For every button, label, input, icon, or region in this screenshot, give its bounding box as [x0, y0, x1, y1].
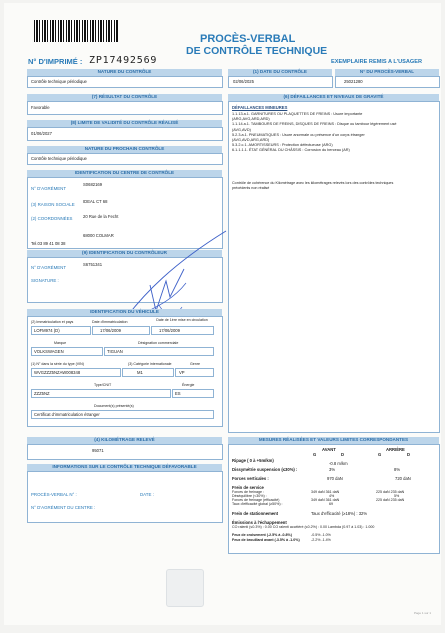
pv-number-header: N° DU PROCÈS-VERBAL — [335, 69, 439, 76]
defaillance-line: (AVG,AVD) — [232, 127, 251, 132]
defaillances-header: (6) DÉFAILLANCES ET NIVEAUX DE GRAVITÉ — [228, 94, 439, 101]
genre-label: Genre — [190, 362, 200, 366]
freinage-ar: 225 daN 235 daN — [376, 490, 405, 494]
resultat-box — [27, 101, 223, 115]
exemplaire-label: EXEMPLAIRE REMIS A L'USAGER — [331, 59, 423, 65]
dissym-label: Déséquilibre (<30%) : — [232, 494, 267, 498]
energie-value: ES — [175, 391, 181, 396]
categorie-cell — [122, 368, 174, 377]
frein-service-label: Frein de service — [232, 485, 264, 490]
defaillance-line: 5.3.2.c.1. AMORTISSEURS : Protection défectueuse (ARG) — [232, 143, 333, 148]
document-value: Certificat d'immatriculation étranger — [34, 412, 100, 417]
serie-label: (1) N° dans la série du type (VIN) — [31, 362, 84, 366]
kilometrage-value: 95071 — [92, 448, 104, 453]
ripage-value: -0.8 m/km — [329, 461, 348, 466]
categorie-label: (3) Catégorie internationale — [128, 362, 172, 366]
defaillances-title: DÉFAILLANCES MINEURES — [232, 105, 288, 110]
defaillance-line: 1.1.14.a.1. TAMBOURS DE FREINS, DISQUES DE FREINS : Disque ou tambour légèrement usé — [232, 122, 397, 127]
validite-header: (8) LIMITE DE VALIDITÉ DU CONTRÔLE RÉALISÉ — [27, 120, 222, 127]
genre-cell — [175, 368, 214, 377]
dissym-ar: 5% — [394, 494, 400, 498]
defaillances-box — [228, 101, 440, 433]
mesures-ar-g: G — [378, 452, 382, 457]
vehicule-box — [27, 316, 223, 427]
date-first-label: Date de 1ère mise en circulation — [156, 318, 208, 322]
centre-address: 20 Rue de la Fecht — [83, 214, 119, 219]
controleur-agrement: S6751341 — [83, 262, 103, 267]
mesures-box — [228, 444, 440, 554]
mesures-av-d: D — [341, 452, 345, 457]
defaillance-line: 5.2.3.a.1. PNEUMATIQUES : Usure anormale ou présence d'un corps étranger — [232, 132, 365, 137]
centre-agrement: S0682169 — [83, 182, 103, 187]
mesures-avant: AVANT — [322, 447, 336, 452]
susp-label: Dissymétrie suspension (≤30%) : — [232, 467, 298, 472]
controleur-agrement-label: N° D'AGRÉMENT — [31, 265, 67, 270]
defaillance-line: 1.1.13.a.1. GARNITURES OU PLAQUETTES DE FREINS : Usure importante — [232, 112, 363, 116]
document-cell — [31, 410, 214, 419]
kilometrage-box — [27, 444, 223, 460]
centre-raison: IDEAL CT 68 — [83, 199, 108, 204]
date-immat-label: Date d'immatriculation — [92, 320, 128, 324]
freinage-eff-ar: 225 daN 235 daN — [376, 498, 405, 502]
marque-value: VOLKSWAGEN — [34, 349, 64, 354]
mesures-header: MESURES RÉALISÉES ET VALEURS LIMITES CORRESPONDANTES — [228, 437, 439, 444]
designation-cell — [104, 347, 214, 356]
proces-verbal-page — [4, 3, 441, 625]
feux-brouillard-value: -2.2% -1.4% — [311, 538, 331, 542]
defaillance-line: 6.1.1.1.1. ÉTAT GÉNÉRAL DU CHÂSSIS : Corrosion du berceau (AR) — [232, 148, 350, 153]
dissym-av: 4% — [329, 494, 335, 498]
freinage-label: Forces de freinage : — [232, 490, 264, 494]
kilometrage-header: (4) KILOMÉTRAGE RELEVÉ — [27, 437, 222, 444]
freinage-eff-av: 349 daN 361 daN — [311, 498, 340, 502]
forces-av: 970 daN — [327, 476, 343, 481]
defavorable-pv-label: PROCÈS-VERBAL N° : — [31, 492, 77, 497]
feux-croisement-label: Feux de croisement (-2.5% à -0.8%) — [232, 533, 292, 537]
nature-header: NATURE DU CONTRÔLE — [27, 69, 222, 76]
stationnement-label: Frein de stationnement — [232, 511, 279, 516]
forces-ar: 720 daN — [395, 476, 411, 481]
designation-value: TIGUAN — [107, 349, 123, 354]
prochain-box — [27, 153, 223, 165]
categorie-value: M1 — [137, 370, 143, 375]
centre-city: 68000 COLMAR — [83, 233, 114, 238]
immat-label: (2) Immatriculation et pays — [31, 320, 74, 324]
type-value: ZZZ5NZ — [34, 391, 50, 396]
stationnement-value: Taux d'efficacité (≥18%) : 32% — [311, 511, 368, 516]
date-controle-header: (1) DATE DU CONTRÔLE — [228, 69, 332, 76]
validite-box — [27, 127, 223, 141]
feux-croisement-value: -0.5% -1.0% — [311, 533, 331, 537]
centre-agrement-label: N° D'AGRÉMENT — [31, 186, 67, 191]
genre-value: VP — [179, 370, 185, 375]
defaillances-note-line1: Contrôle de cohérence du Kilométrage avec les kilométrages relevés lors des contrôles techniques — [232, 181, 394, 185]
pv-number-box — [335, 76, 440, 88]
pv-title-line2: DE CONTRÔLE TECHNIQUE — [186, 45, 328, 57]
controleur-header: (9) IDENTIFICATION DU CONTRÔLEUR — [27, 250, 222, 257]
type-label: Type/CNIT — [94, 383, 112, 387]
date-immat-value: 17/06/2009 — [100, 328, 121, 333]
centre-tel: Tel.03 89 41 08 38 — [31, 241, 66, 246]
marque-label: Marque — [54, 341, 67, 345]
designation-label: Désignation commerciale — [138, 341, 179, 345]
defavorable-agrement-label: N° D'AGRÉMENT DU CENTRE : — [31, 505, 96, 510]
date-controle-value: 02/06/2025 — [233, 79, 254, 84]
eff-global-label: Taux d'efficacité global (≥50%) : — [232, 502, 283, 506]
validite-value: 01/06/2027 — [31, 131, 52, 136]
imprime-number: ZP17492569 — [89, 55, 158, 66]
type-cell — [31, 389, 171, 398]
freinage-av: 349 daN 361 daN — [311, 490, 340, 494]
mesures-av-g: G — [313, 452, 317, 457]
centre-coord-label: (2) COORDONNÉES — [31, 216, 73, 221]
vehicule-header: IDENTIFICATION DU VÉHICULE — [27, 309, 222, 316]
nature-box — [27, 76, 223, 88]
centre-header: IDENTIFICATION DU CENTRE DE CONTRÔLE — [27, 170, 222, 177]
emissions-value: CO ralenti (≤0.3%) : 0.00 CO ralenti accéléré (≤0.2%) : 0.00 Lambda (0.97 à 1.03) : 1.000 — [232, 525, 375, 529]
date-controle-box — [228, 76, 333, 88]
forces-label: Forces verticales : — [232, 476, 269, 481]
barcode — [34, 20, 118, 42]
mesures-arriere: ARRIÈRE — [386, 447, 405, 452]
energie-label: Énergie — [182, 383, 195, 387]
ripage-label: Ripage ( 0 à +5m/km) — [232, 458, 274, 463]
prochain-header: NATURE DU PROCHAIN CONTRÔLE — [27, 146, 222, 153]
susp-av: 3% — [329, 467, 336, 472]
serie-value: WVGZZZ5NZAW008348 — [34, 370, 81, 375]
emissions-label: Émissions à l'échappement — [232, 520, 287, 525]
freinage-eff-label: Forces de freinage (efficacité) — [232, 498, 280, 502]
susp-ar: 8% — [394, 467, 401, 472]
defaillance-line: (AVG,AVD,ARG,ARD) — [232, 138, 270, 142]
signature-label: SIGNATURE : — [31, 278, 59, 283]
date-immat-cell — [92, 326, 150, 335]
defavorable-header: INFORMATIONS SUR LE CONTRÔLE TECHNIQUE DÉFAVORABLE — [27, 464, 222, 471]
centre-raison-label: (3) RAISON SOCIALE — [31, 202, 75, 207]
defavorable-date-label: DATE : — [140, 492, 154, 497]
defavorable-box — [27, 471, 223, 523]
immat-value: LOFM974 (D) — [34, 328, 60, 333]
defaillance-line: (ARG,AVG,ARD,ARD) — [232, 117, 270, 122]
hologram-sticker — [166, 569, 204, 607]
pv-title-line1: PROCÈS-VERBAL — [200, 33, 296, 45]
serie-cell — [31, 368, 121, 377]
prochain-value: Contrôle technique périodique — [31, 156, 87, 161]
eff-global-value: 69 — [329, 502, 333, 506]
marque-cell — [31, 347, 103, 356]
document-label: Document(s) présenté(s) — [94, 404, 134, 408]
resultat-value: Favorable — [31, 105, 50, 110]
feux-brouillard-label: Feux de brouillard avant (-3.5% à -1.0%) — [232, 538, 300, 542]
page-footer: Page 1 sur 1 — [414, 611, 432, 615]
date-first-cell — [151, 326, 214, 335]
date-first-value: 17/06/2009 — [159, 328, 180, 333]
energie-cell — [172, 389, 214, 398]
imprime-label: N° D'IMPRIMÉ : — [28, 57, 83, 66]
nature-value: Contrôle technique périodique — [31, 79, 87, 84]
mesures-ar-d: D — [407, 452, 411, 457]
resultat-header: (7) RÉSULTAT DU CONTRÔLE — [27, 94, 222, 101]
immat-cell — [31, 326, 91, 335]
defaillances-note-line2: précédents non réalisé — [232, 186, 270, 190]
pv-number-value: 25021280 — [344, 79, 363, 84]
